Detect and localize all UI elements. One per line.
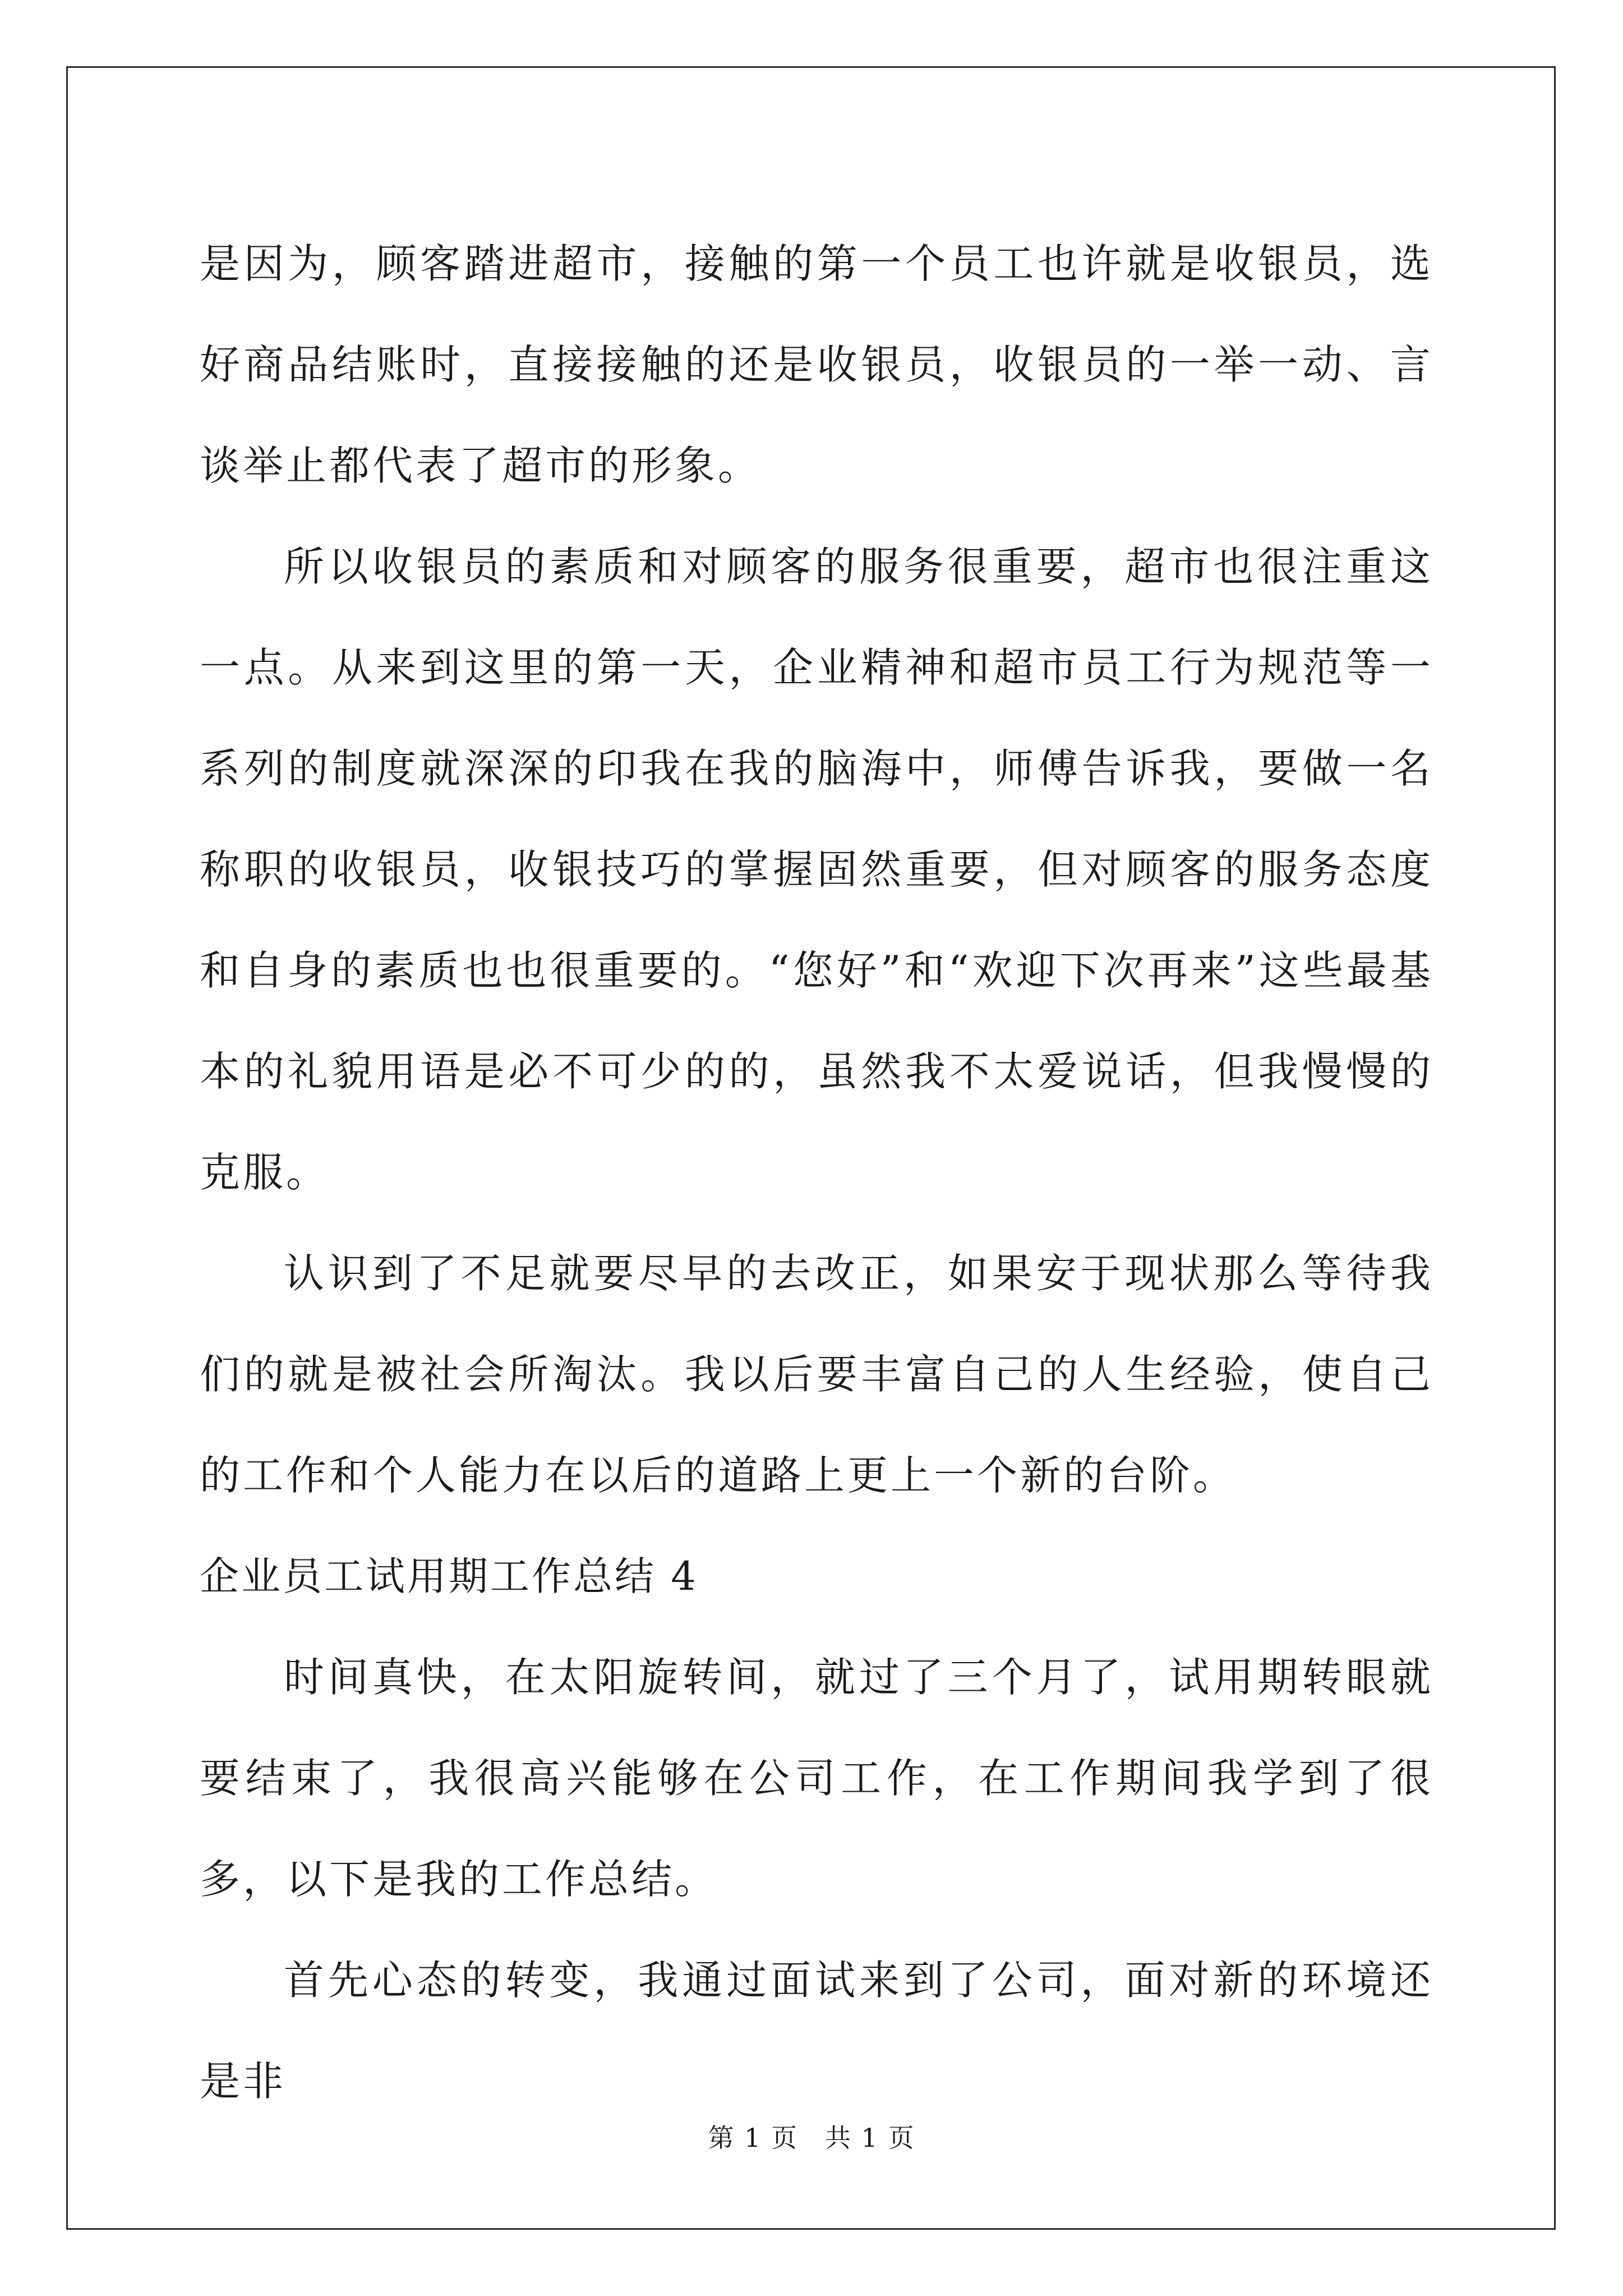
document-body	[200, 213, 1433, 2132]
paragraph-4: 时间真快，在太阳旋转间，就过了三个月了，试用期转眼就要结束了，我很高兴能够在公司工作，在工作期间我学到了很多，以下是我的工作总结。	[200, 1654, 1433, 1903]
paragraph-3: 认识到了不足就要尽早的去改正，如果安于现状那么等待我们的就是被社会所淘汰。我以后要丰富自己的人生经验，使自己的工作和个人能力在以后的道路上更上一个新的台阶。	[200, 1250, 1433, 1499]
section-heading: 企业员工试用期工作总结 4	[200, 1553, 698, 1599]
paragraph-5: 首先心态的转变，我通过面试来到了公司，面对新的环境还是非	[200, 1957, 1433, 2105]
paragraph-1: 是因为，顾客踏进超市，接触的第一个员工也许就是收银员，选好商品结账时，直接接触的还是收银员，收银员的一举一动、言谈举止都代表了超市的形象。	[200, 240, 1433, 489]
paragraph-2: 所以收银员的素质和对顾客的服务很重要，超市也很注重这一点。从来到这里的第一天，企业精神和超市员工行为规范等一系列的制度就深深的印我在我的脑海中，师傅告诉我，要做一名称职的收银员，收银技巧的掌握固然重要，但对顾客的服务态度和自身的素质也也很重要的。“您好”和“欢迎下次再来”这些最基本的礼貌用语是必不可少的的，虽然我不太爱说话，但我慢慢的克服。	[200, 543, 1433, 1196]
page-footer: 第 1 页 共 1 页	[708, 2123, 915, 2153]
